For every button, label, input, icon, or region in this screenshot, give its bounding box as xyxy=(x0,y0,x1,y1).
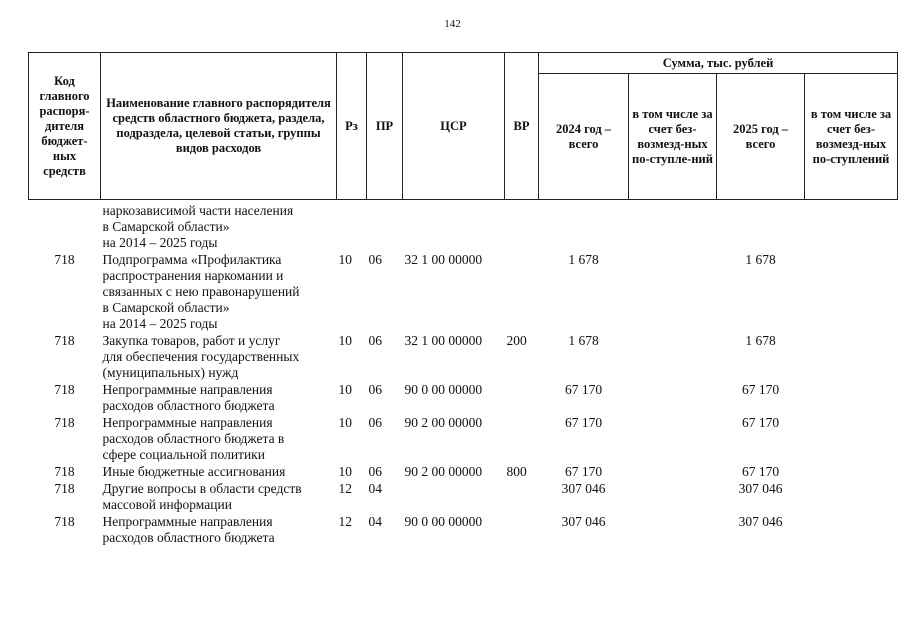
cell-vr xyxy=(505,200,539,253)
cell-2024-free xyxy=(629,200,717,253)
name-line: для обеспечения государственных xyxy=(102,349,300,364)
cell-vr: 200 xyxy=(506,333,527,348)
cell-pr: 04 xyxy=(368,514,382,529)
cell-code: 718 xyxy=(54,464,75,479)
cell-2025-free xyxy=(805,200,898,253)
name-line: наркозависимой части населения xyxy=(102,203,294,218)
cell-2024-total: 1 678 xyxy=(568,252,599,267)
cell-2024-total: 1 678 xyxy=(568,333,599,348)
cell-rz xyxy=(337,200,367,253)
cell-name xyxy=(101,415,337,464)
cell-code: 718 xyxy=(54,382,75,397)
cell-vr xyxy=(505,514,539,547)
name-line: (муниципальных) нужд xyxy=(102,365,239,380)
cell-vr xyxy=(505,252,539,333)
cell-rz: 10 xyxy=(338,252,352,267)
name-line: Подпрограмма «Профилактика xyxy=(102,252,282,267)
page-number: 142 xyxy=(444,18,461,30)
name-line: на 2014 – 2025 годы xyxy=(102,235,218,250)
cell-2024-free xyxy=(629,514,717,547)
cell-2025-free xyxy=(805,252,898,333)
cell-csr xyxy=(403,481,505,514)
table-row xyxy=(29,464,898,481)
name-line: в Самарской области» xyxy=(102,300,230,315)
name-line: связанных с нею правонарушений xyxy=(102,284,300,299)
cell-2025-total: 1 678 xyxy=(745,333,776,348)
cell-csr: 90 2 00 00000 xyxy=(404,464,483,479)
cell-2025-total: 67 170 xyxy=(741,415,780,430)
cell-rz: 10 xyxy=(338,333,352,348)
cell-vr: 800 xyxy=(506,464,527,479)
cell-2024-total: 67 170 xyxy=(564,382,603,397)
table-header xyxy=(29,53,898,200)
cell-code: 718 xyxy=(54,415,75,430)
table-row xyxy=(29,481,898,514)
name-line: Закупка товаров, работ и услуг xyxy=(102,333,281,348)
name-line: расходов областного бюджета xyxy=(102,398,275,413)
cell-name xyxy=(101,481,337,514)
header-code: Код главного распоря-дителя бюджет-ных средств xyxy=(29,53,101,200)
name-line: Непрограммные направления xyxy=(102,415,273,430)
cell-code: 718 xyxy=(54,481,75,496)
cell-pr xyxy=(367,200,403,253)
cell-csr: 90 0 00 00000 xyxy=(404,382,483,397)
cell-csr: 90 2 00 00000 xyxy=(404,415,483,430)
cell-vr xyxy=(505,382,539,415)
cell-2025-free xyxy=(805,464,898,481)
header-2024-free: в том числе за счет без-возмезд-ных по-ступле-ний xyxy=(629,74,717,200)
cell-2024-total: 67 170 xyxy=(564,415,603,430)
cell-2025-total: 307 046 xyxy=(738,481,783,496)
cell-name xyxy=(101,252,337,333)
cell-2024-total: 307 046 xyxy=(561,481,606,496)
cell-name xyxy=(101,382,337,415)
cell-code: 718 xyxy=(54,333,75,348)
cell-2025-total: 307 046 xyxy=(738,514,783,529)
name-line: массовой информации xyxy=(102,497,232,512)
table-row xyxy=(29,252,898,333)
name-line: Другие вопросы в области средств xyxy=(102,481,302,496)
cell-name xyxy=(101,514,337,547)
name-line: Непрограммные направления xyxy=(102,382,273,397)
cell-2025-free xyxy=(805,481,898,514)
table-row xyxy=(29,333,898,382)
cell-2025-free xyxy=(805,333,898,382)
header-name: Наименование главного распорядителя средств областного бюджета, раздела, подраздела, целевой статьи, группы видов расходов xyxy=(101,53,337,200)
header-2025-total: 2025 год – всего xyxy=(717,74,805,200)
table-row xyxy=(29,382,898,415)
cell-rz: 10 xyxy=(338,382,352,397)
cell-code: 718 xyxy=(54,514,75,529)
cell-2024-free xyxy=(629,382,717,415)
cell-csr xyxy=(403,200,505,253)
cell-rz: 12 xyxy=(338,514,352,529)
cell-2025-total xyxy=(717,200,805,253)
header-rz: Рз xyxy=(337,53,367,200)
header-pr: ПР xyxy=(367,53,403,200)
cell-rz: 10 xyxy=(338,415,352,430)
name-line: на 2014 – 2025 годы xyxy=(102,316,218,331)
name-line: расходов областного бюджета в xyxy=(102,431,285,446)
cell-2025-total: 67 170 xyxy=(741,382,780,397)
cell-name xyxy=(101,464,337,481)
cell-2024-free xyxy=(629,333,717,382)
name-line: в Самарской области» xyxy=(102,219,230,234)
cell-pr: 06 xyxy=(368,415,382,430)
cell-2024-free xyxy=(629,481,717,514)
cell-pr: 04 xyxy=(368,481,382,496)
cell-rz: 10 xyxy=(338,464,352,479)
cell-code xyxy=(29,200,101,253)
cell-name xyxy=(101,333,337,382)
header-2024-total: 2024 год – всего xyxy=(539,74,629,200)
cell-name xyxy=(101,200,337,253)
name-line: Непрограммные направления xyxy=(102,514,273,529)
cell-2024-free xyxy=(629,252,717,333)
cell-2025-free xyxy=(805,382,898,415)
cell-2024-free xyxy=(629,415,717,464)
cell-pr: 06 xyxy=(368,464,382,479)
cell-csr: 32 1 00 00000 xyxy=(404,333,483,348)
header-vr: ВР xyxy=(505,53,539,200)
cell-csr: 90 0 00 00000 xyxy=(404,514,483,529)
name-line: расходов областного бюджета xyxy=(102,530,275,545)
cell-vr xyxy=(505,481,539,514)
cell-code: 718 xyxy=(54,252,75,267)
name-line: сфере социальной политики xyxy=(102,447,265,462)
cell-pr: 06 xyxy=(368,333,382,348)
budget-table xyxy=(28,52,898,547)
header-2025-free: в том числе за счет без-возмезд-ных по-ступлений xyxy=(805,74,898,200)
cell-rz: 12 xyxy=(338,481,352,496)
header-sum-group: Сумма, тыс. рублей xyxy=(539,53,898,74)
cell-2025-total: 1 678 xyxy=(745,252,776,267)
table-row xyxy=(29,514,898,547)
cell-vr xyxy=(505,415,539,464)
header-csr: ЦСР xyxy=(403,53,505,200)
cell-2024-free xyxy=(629,464,717,481)
cell-pr: 06 xyxy=(368,382,382,397)
table-body xyxy=(29,200,898,548)
table-row xyxy=(29,415,898,464)
cell-2024-total: 67 170 xyxy=(564,464,603,479)
name-line: Иные бюджетные ассигнования xyxy=(102,464,286,479)
cell-2024-total: 307 046 xyxy=(561,514,606,529)
cell-2025-total: 67 170 xyxy=(741,464,780,479)
cell-csr: 32 1 00 00000 xyxy=(404,252,483,267)
cell-2025-free xyxy=(805,514,898,547)
cell-2024-total xyxy=(539,200,629,253)
cell-2025-free xyxy=(805,415,898,464)
cell-pr: 06 xyxy=(368,252,382,267)
table-row xyxy=(29,200,898,253)
name-line: распространения наркомании и xyxy=(102,268,284,283)
